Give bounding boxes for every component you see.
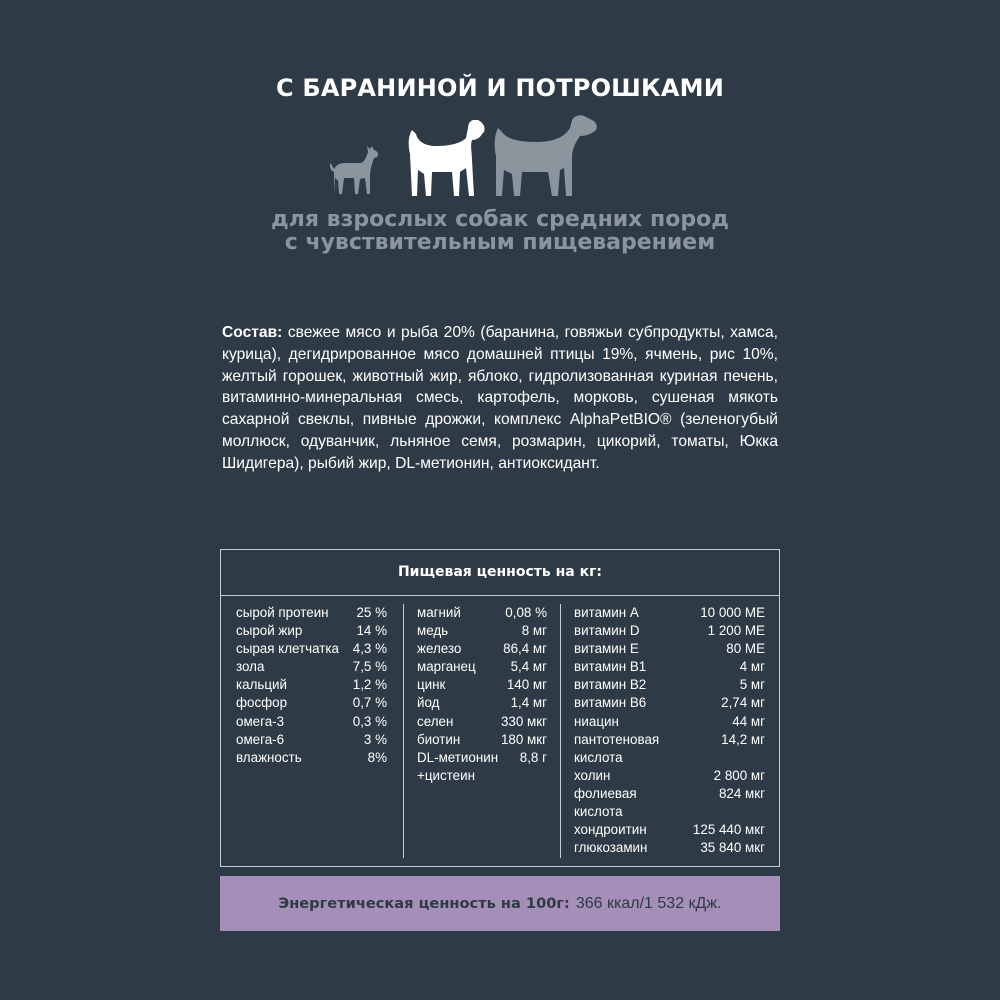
nutrient-name: сырая клетчатка [236, 641, 340, 657]
nutrient-name: цинк [417, 677, 446, 693]
nutrient-name: пантотеновая кислота [574, 731, 660, 765]
nutrient-value: 10 000 МЕ [700, 605, 765, 620]
energy-label: Энергетическая ценность на 100г: [278, 895, 570, 912]
nutrition-row [404, 622, 560, 640]
nutrient-value: 330 мкг [500, 713, 547, 729]
nutrient-value: 14 % [356, 623, 387, 639]
product-title: С БАРАНИНОЙ И ПОТРОШКАМИ [275, 74, 724, 102]
nutrition-column-3 [560, 604, 780, 858]
nutrient-name: омега-3 [236, 713, 285, 729]
nutrition-row [561, 731, 780, 767]
subtitle-line: для взрослых собак средних пород [271, 207, 729, 232]
nutrient-name: марганец [417, 659, 476, 675]
nutrient-name: селен [417, 713, 454, 729]
nutrient-value: 3 % [363, 731, 387, 747]
nutrient-value: 2,74 мг [721, 695, 765, 711]
nutrient-name: хондроитин [574, 822, 647, 838]
composition-body: свежее мясо и рыба 20% (баранина, говяжьи субпродукты, хамса, курица), дегидрированное мясо домашней птицы 19%, ячмень, рис 10%, желтый горошек, животный жир, яблоко, гидролизованная куриная печень, витаминно-минеральная смесь, картофель, морковь, сушеная мякоть сахарной свеклы, пивные дрожжи, комплекс AlphaPetBIO® (зеленогубый моллюск, одуванчик, льняное семя, розмарин, цикорий, томаты, Юкка Шидигера), рыбий жир, DL-метионин, антиоксидант. [222, 324, 778, 472]
nutrient-name: глюкозамин [574, 840, 648, 856]
nutrition-row [561, 658, 780, 676]
nutrient-value: 1,2 % [352, 677, 387, 693]
nutrient-value: 180 мкг [500, 731, 547, 747]
nutrient-name: сырой протеин [236, 605, 329, 620]
nutrition-row [221, 622, 403, 640]
product-subtitle [0, 208, 1000, 254]
nutrient-name: витамин А [574, 605, 639, 620]
composition-label: Состав: [222, 324, 283, 341]
nutrient-name: витамин В2 [574, 677, 647, 693]
nutrition-row [221, 694, 403, 712]
nutrient-name: влажность [236, 749, 302, 765]
nutrient-value: 25 % [356, 605, 387, 620]
nutrient-name: холин [574, 767, 611, 783]
nutrient-name: фолиевая кислота [574, 785, 637, 820]
nutrient-value: 0,3 % [352, 713, 387, 729]
nutrient-name: биотин [417, 731, 461, 747]
nutrition-divider [221, 595, 779, 596]
nutrition-row [404, 749, 560, 785]
nutrient-name: витамин В6 [574, 695, 647, 711]
nutrient-value: 125 440 мкг [692, 822, 765, 838]
nutrition-row [561, 839, 780, 857]
energy-value-bar [220, 876, 780, 931]
nutrient-value: 4 мг [739, 659, 765, 675]
nutrient-value: 0,7 % [352, 695, 387, 711]
nutrient-value: 44 мг [732, 713, 765, 729]
nutrient-value: 2 800 мг [713, 767, 765, 783]
nutrient-name: DL-метионин +цистеин [417, 749, 499, 783]
nutrition-row [404, 694, 560, 712]
nutrient-name: йод [417, 695, 440, 711]
nutrition-row [561, 767, 780, 785]
nutrient-value: 8% [367, 749, 387, 765]
breed-size-icons [320, 108, 620, 204]
nutrient-name: омега-6 [236, 731, 285, 747]
nutrition-row [561, 694, 780, 712]
nutrient-value: 5,4 мг [510, 659, 547, 675]
nutrient-value: 80 МЕ [726, 641, 765, 657]
composition-text [222, 322, 778, 475]
nutrition-row [561, 785, 780, 821]
nutrient-name: сырой жир [236, 623, 303, 639]
small-dog-icon [330, 146, 378, 194]
energy-value: 366 ккал/1 532 кДж. [575, 894, 722, 912]
nutrient-value: 86,4 мг [503, 641, 547, 657]
nutrition-row [221, 676, 403, 694]
nutrient-value: 35 840 мкг [700, 840, 765, 856]
nutrition-row [561, 604, 780, 622]
nutrient-value: 0,08 % [505, 605, 547, 620]
nutrition-row [404, 731, 560, 749]
nutrition-row [221, 658, 403, 676]
nutrient-value: 824 мкг [718, 785, 765, 801]
nutrition-row [404, 658, 560, 676]
nutrient-name: кальций [236, 677, 288, 693]
nutrient-value: 140 мг [506, 677, 547, 693]
nutrient-name: ниацин [574, 713, 619, 729]
large-dog-icon [495, 115, 597, 196]
nutrient-value: 8,8 г [519, 749, 547, 765]
nutrition-row [561, 622, 780, 640]
nutrient-value: 14,2 мг [721, 731, 765, 747]
nutrient-value: 8 мг [521, 623, 547, 639]
nutrition-column-1 [221, 604, 403, 858]
nutrition-row [221, 640, 403, 658]
nutrition-row [404, 676, 560, 694]
nutrient-name: зола [236, 659, 265, 675]
nutrition-row [404, 640, 560, 658]
nutrition-row [221, 713, 403, 731]
nutrition-row [561, 640, 780, 658]
nutrient-value: 1,4 мг [510, 695, 547, 711]
nutrition-row [221, 749, 403, 767]
nutrient-value: 1 200 МЕ [707, 623, 765, 639]
nutrition-row [561, 713, 780, 731]
nutrient-name: витамин В1 [574, 659, 647, 675]
nutrient-name: фосфор [236, 695, 288, 711]
nutrition-row [561, 821, 780, 839]
nutrient-name: медь [417, 623, 449, 639]
nutrient-name: железо [417, 641, 462, 657]
nutrient-value: 7,5 % [352, 659, 387, 675]
nutrition-table [220, 549, 780, 867]
nutrient-name: витамин Е [574, 641, 639, 657]
nutrition-title: Пищевая ценность на кг: [397, 564, 603, 580]
nutrient-value: 4,3 % [352, 641, 387, 657]
nutrition-row [221, 604, 403, 622]
nutrition-row [404, 604, 560, 622]
nutrition-row [221, 731, 403, 749]
nutrient-name: магний [417, 605, 461, 620]
nutrition-row [561, 676, 780, 694]
nutrient-value: 5 мг [739, 677, 765, 693]
medium-dog-icon [409, 120, 485, 196]
subtitle-line: с чувствительным пищеварением [284, 230, 716, 255]
nutrition-column-2 [403, 604, 560, 858]
nutrition-row [404, 713, 560, 731]
nutrient-name: витамин D [574, 623, 640, 639]
